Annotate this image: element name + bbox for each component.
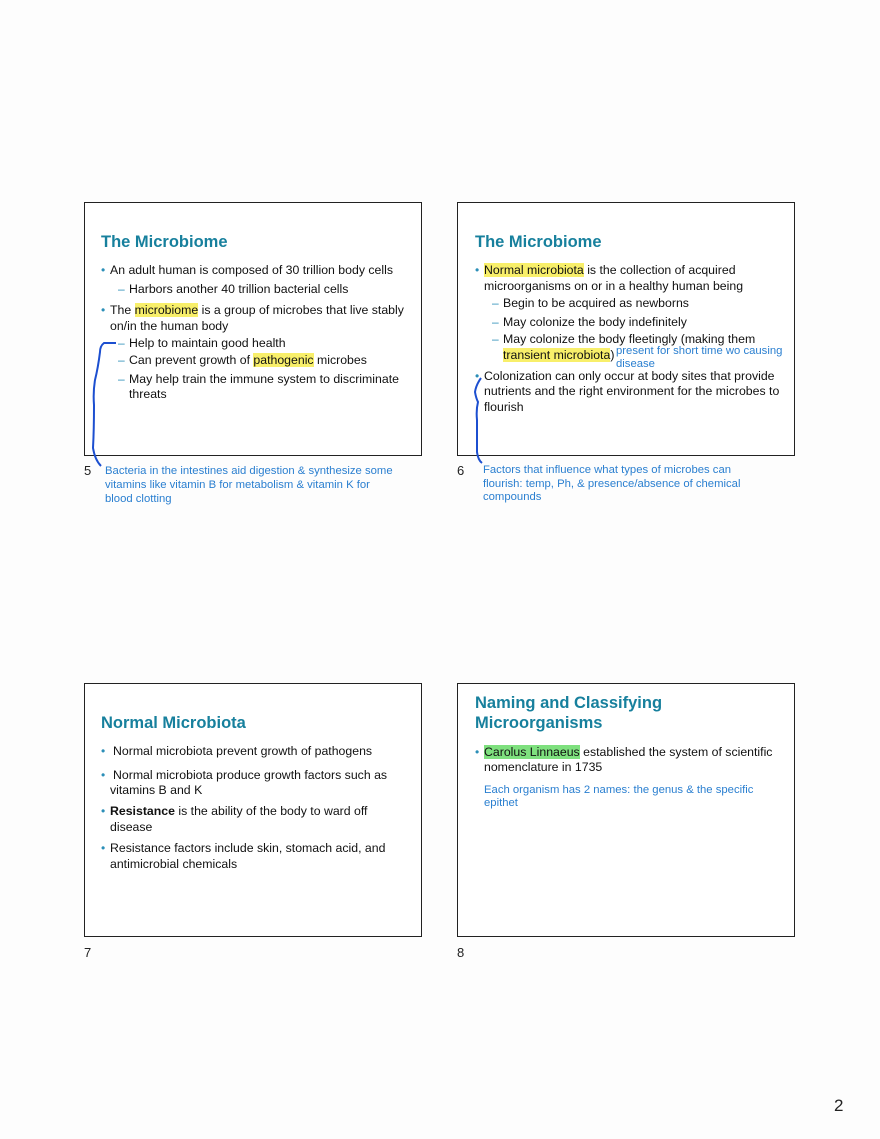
slide-number: 8 xyxy=(457,945,465,960)
text: established the system of scientific xyxy=(579,745,773,759)
bullet-text: microorganisms on or in a healthy human being xyxy=(484,279,744,293)
bullet-icon: • xyxy=(475,263,480,277)
sub-bullet-text: May colonize the body fleetingly (making them xyxy=(503,332,756,346)
bullet-text: Normal microbiota prevent growth of pathogens xyxy=(113,744,373,758)
bracket-ink-mark xyxy=(93,343,116,466)
bullet-text: vitamins B and K xyxy=(110,783,203,797)
bullet-icon: • xyxy=(101,804,106,818)
bullet-icon: • xyxy=(101,841,106,855)
bullet-text: nutrients and the right environment for the microbes to xyxy=(484,384,780,398)
highlighted-term: Normal microbiota xyxy=(484,263,584,277)
handwritten-note: Each organism has 2 names: the genus & the specific xyxy=(484,784,754,796)
slide-title: The Microbiome xyxy=(475,233,602,251)
slide-title: The Microbiome xyxy=(101,233,228,251)
bullet-text: nomenclature in 1735 xyxy=(484,760,603,774)
highlighted-term: microbiome xyxy=(134,303,199,317)
bullet-text: Normal microbiota produce growth factors such as xyxy=(113,768,388,782)
bullet-text: Colonization can only occur at body sites that provide xyxy=(484,369,775,383)
highlighted-term: pathogenic xyxy=(253,353,314,367)
bullet-icon: • xyxy=(101,263,106,277)
bullet-icon: • xyxy=(475,745,480,759)
handwritten-note: compounds xyxy=(483,491,542,503)
bullet-text: on/in the human body xyxy=(110,319,229,333)
slide-number: 6 xyxy=(457,463,465,478)
slide-title: Microorganisms xyxy=(475,714,603,732)
handwritten-note: blood clotting xyxy=(105,493,172,505)
text: is the collection of acquired xyxy=(583,263,736,277)
slide-number: 7 xyxy=(84,945,92,960)
dash-icon: – xyxy=(492,332,499,346)
text: The xyxy=(110,303,135,317)
dash-icon: – xyxy=(492,315,499,329)
dash-icon: – xyxy=(118,336,125,350)
sub-bullet-text: May colonize the body indefinitely xyxy=(503,315,687,329)
handwritten-note: present for short time wo causing xyxy=(616,345,783,357)
bullet-text: disease xyxy=(110,820,153,834)
page-number: 2 xyxy=(834,1096,844,1115)
handwritten-note: disease xyxy=(616,358,655,370)
text: Can prevent growth of xyxy=(129,353,254,367)
bullet-text: flourish xyxy=(484,400,524,414)
handwritten-note: epithet xyxy=(484,797,518,809)
dash-icon: – xyxy=(118,353,125,367)
handwritten-note: Bacteria in the intestines aid digestion & synthesize some xyxy=(105,465,393,477)
bullet-icon: • xyxy=(101,303,106,317)
dash-icon: – xyxy=(118,372,125,386)
dash-icon: – xyxy=(118,282,125,296)
slide-title: Naming and Classifying xyxy=(475,694,663,712)
sub-bullet-text: threats xyxy=(129,387,167,401)
highlighted-term: transient microbiota xyxy=(503,348,611,362)
slide-title: Normal Microbiota xyxy=(101,714,246,732)
sub-bullet-text: May help train the immune system to discriminate xyxy=(129,372,399,386)
bracket-ink-mark xyxy=(475,378,482,463)
text: is a group of microbes that live stably xyxy=(198,303,404,317)
highlighted-term: Carolus Linnaeus xyxy=(484,745,580,759)
bullet-text: An adult human is composed of 30 trillion body cells xyxy=(110,263,393,277)
handwritten-note: Factors that influence what types of microbes can xyxy=(483,464,732,476)
sub-bullet-text: Harbors another 40 trillion bacterial cells xyxy=(129,282,349,296)
text: microbes xyxy=(313,353,367,367)
bold-term: Resistance xyxy=(110,804,175,818)
text: is the ability of the body to ward off xyxy=(174,804,368,818)
bullet-text: Resistance factors include skin, stomach acid, and xyxy=(110,841,386,855)
bullet-icon: • xyxy=(101,768,106,782)
sub-bullet-text: Help to maintain good health xyxy=(129,336,286,350)
handwritten-note: vitamins like vitamin B for metabolism & vitamin K for xyxy=(105,479,370,491)
bullet-text: antimicrobial chemicals xyxy=(110,857,238,871)
bullet-icon: • xyxy=(101,744,106,758)
slide-number: 5 xyxy=(84,463,92,478)
text: ) xyxy=(610,348,615,362)
handwritten-note: flourish: temp, Ph, & presence/absence of chemical xyxy=(483,478,741,490)
dash-icon: – xyxy=(492,296,499,310)
bullet-icon: • xyxy=(475,369,480,383)
sub-bullet-text: Begin to be acquired as newborns xyxy=(503,296,689,310)
